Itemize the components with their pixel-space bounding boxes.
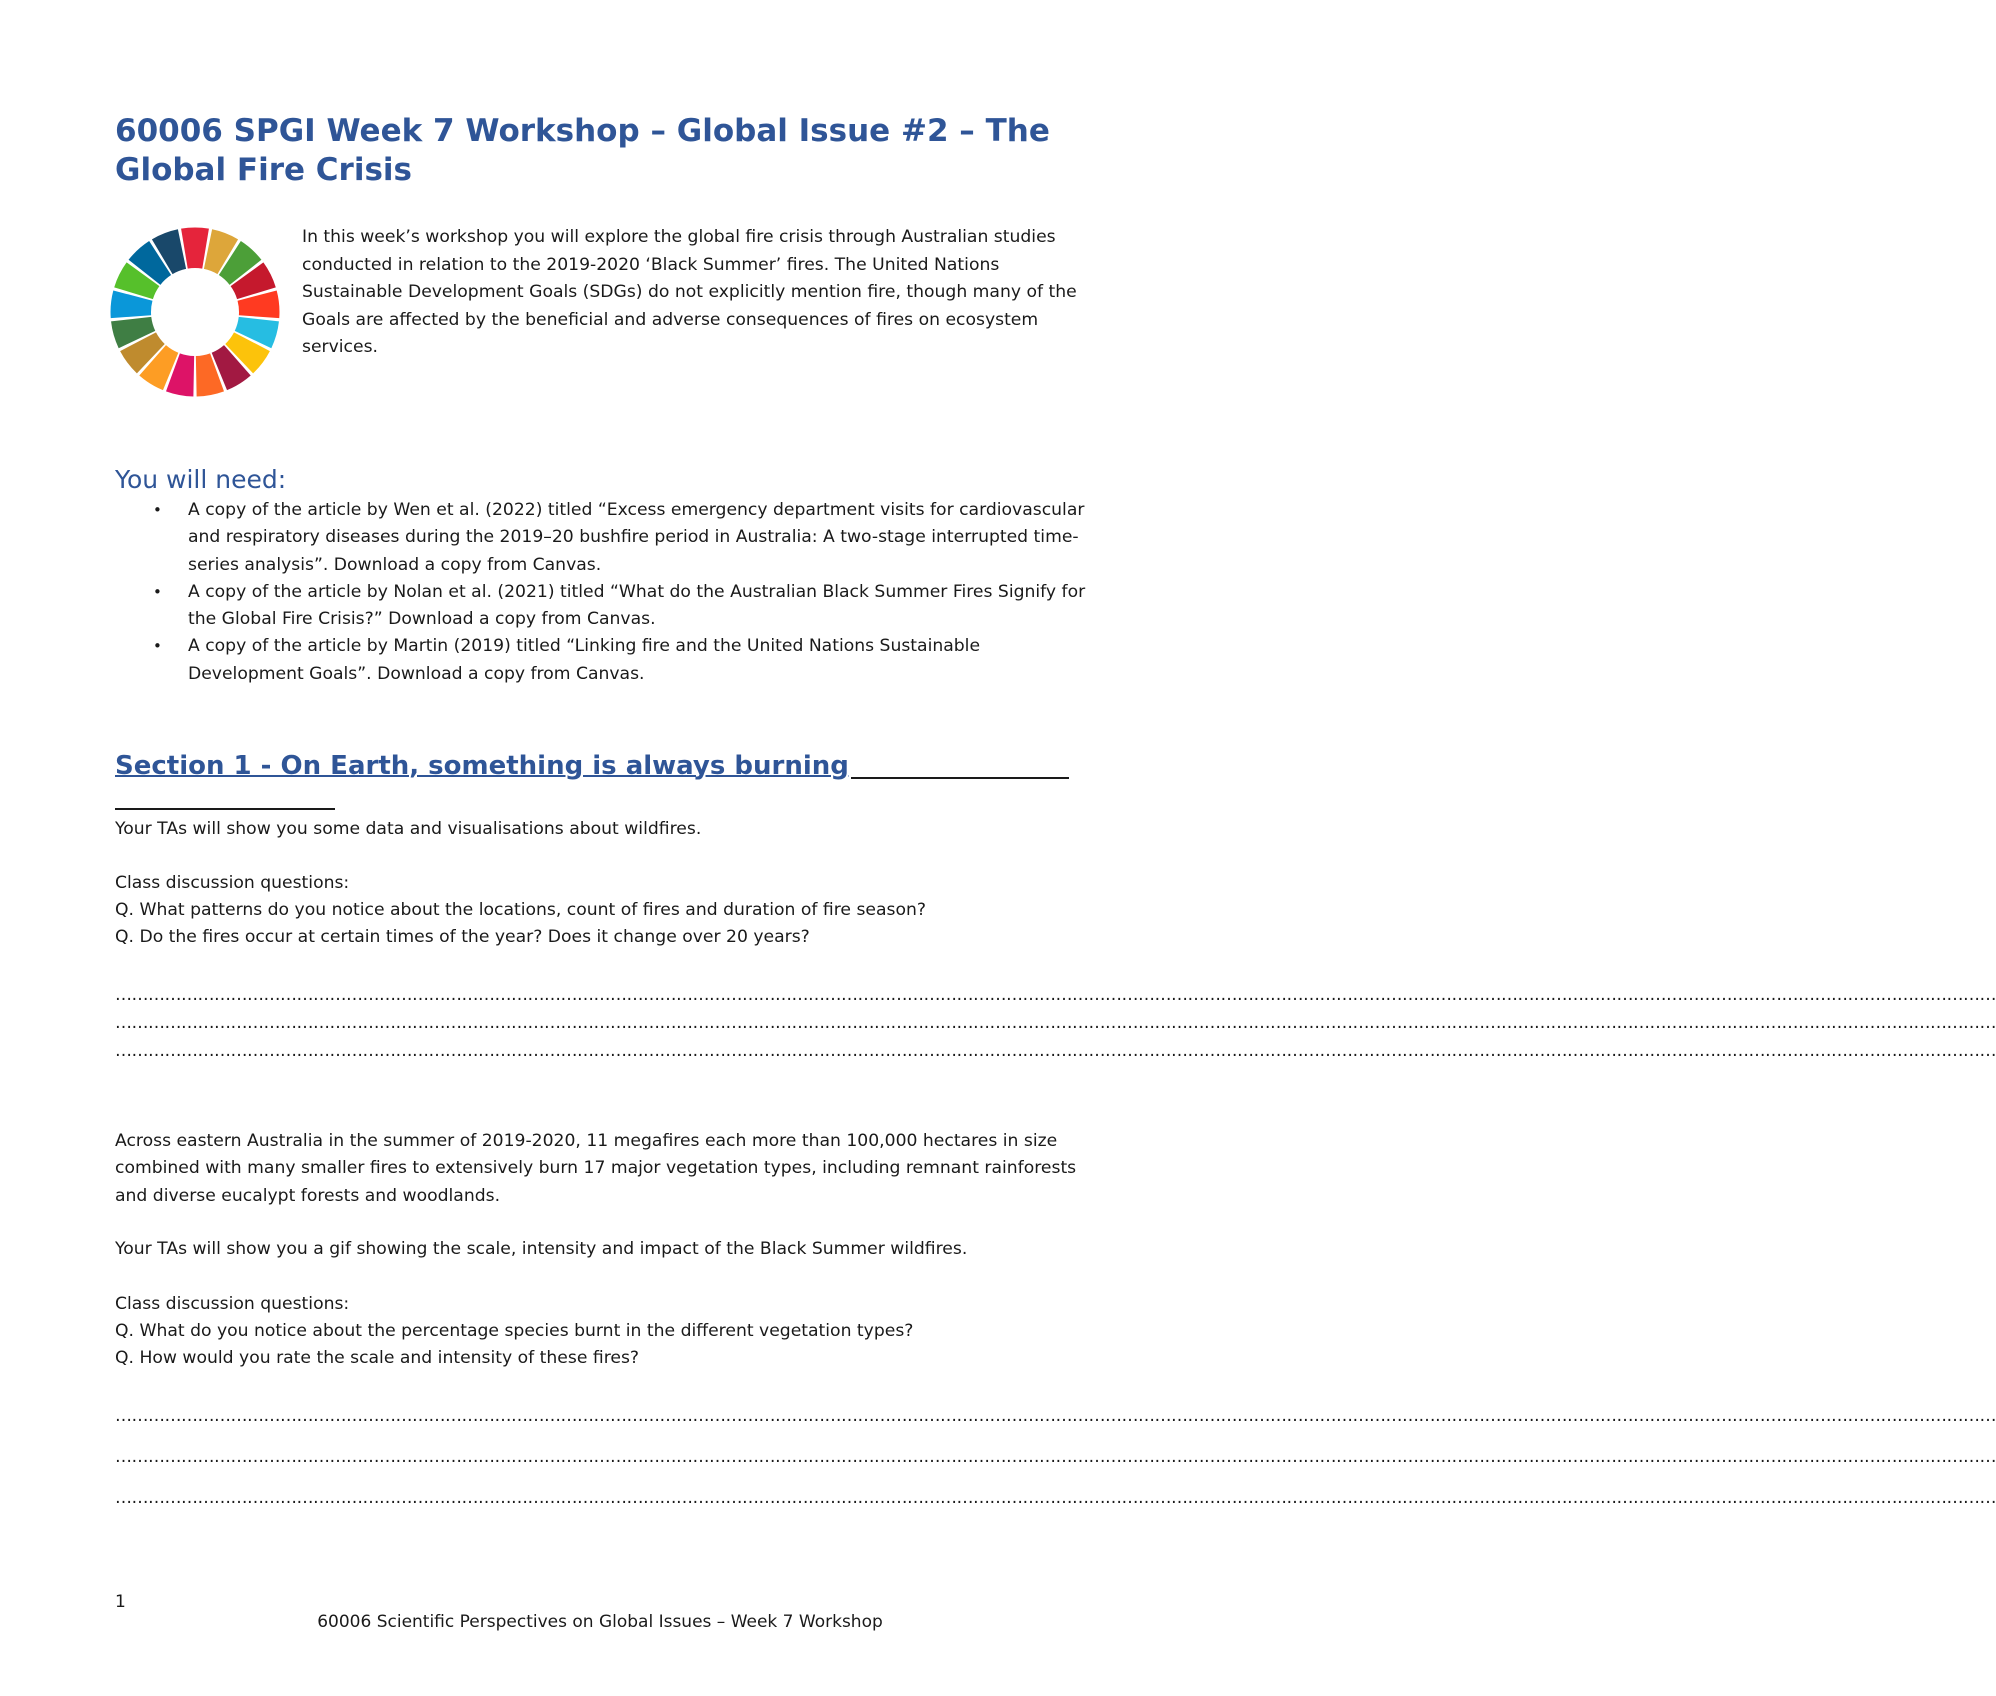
page-footer: 60006 Scientific Perspectives on Global Issues – Week 7 Workshop xyxy=(317,1612,883,1632)
discussion-label: Class discussion questions: xyxy=(115,1294,350,1314)
section-1-heading xyxy=(115,750,1090,783)
you-will-need-heading: You will need: xyxy=(115,465,287,494)
document-title: 60006 SPGI Week 7 Workshop – Global Issue #2 – The Global Fire Crisis xyxy=(115,113,1050,188)
list-item xyxy=(115,497,1095,579)
sdg-wheel-logo xyxy=(107,224,283,400)
intro-paragraph: In this week’s workshop you will explore the global fire crisis through Australian studies conducted in relation to the 2019-2020 ‘Black Summer’ fires. The United Nations Sustainable Development Goals (SDGs) do not explicitly mention fire, though many of the Goals are affected by the beneficial and adverse consequences of fires on ecosystem services. xyxy=(302,227,1077,357)
page-number: 1 xyxy=(115,1592,126,1612)
sdg-wheel-segment xyxy=(181,228,209,269)
answer-line: ……………………………………………………………………………………………………………………………………………………………………………………………………………………………………………………………………………………………………………… xyxy=(115,1488,1996,1508)
answer-line: ……………………………………………………………………………………………………………………………………………………………………………………………………………………………………………………………………………………………………………… xyxy=(115,985,1996,1005)
question-2: Q. Do the fires occur at certain times of the year? Does it change over 20 years? xyxy=(115,927,810,947)
answer-line: ……………………………………………………………………………………………………………………………………………………………………………………………………………………………………………………………………………………………………………… xyxy=(115,1447,1996,1467)
ta-gif-paragraph: Your TAs will show you a gif showing the scale, intensity and impact of the Black Summer wildfires. xyxy=(115,1239,968,1259)
discussion-label: Class discussion questions: xyxy=(115,873,350,893)
list-item-text: A copy of the article by Wen et al. (2022) titled “Excess emergency department visits for cardiovascular and respiratory diseases during the 2019–20 bushfire period in Australia: A two-stage interrupted time-series analysis”. Download a copy from Canvas. xyxy=(188,500,1085,575)
list-item-text: A copy of the article by Nolan et al. (2021) titled “What do the Australian Black Summer Fires Signify for the Global Fire Crisis?” Download a copy from Canvas. xyxy=(188,581,1086,630)
bullet-icon: • xyxy=(153,637,162,656)
answer-line: ……………………………………………………………………………………………………………………………………………………………………………………………………………………………………………………………………………………………………………… xyxy=(115,1013,1996,1033)
question-1: Q. What patterns do you notice about the locations, count of fires and duration of fire season? xyxy=(115,900,927,920)
bullet-icon: • xyxy=(153,582,162,601)
megafires-paragraph: Across eastern Australia in the summer of 2019-2020, 11 megafires each more than 100,000 hectares in size combined with many smaller fires to extensively burn 17 major vegetation types, including remnant rainforests and diverse eucalypt forests and woodlands. xyxy=(115,1131,1077,1206)
requirements-list xyxy=(115,497,1095,688)
answer-line: ……………………………………………………………………………………………………………………………………………………………………………………………………………………………………………………………………………………………………………… xyxy=(115,1406,1996,1426)
heading-underline-rule xyxy=(115,808,335,810)
list-item-text: A copy of the article by Martin (2019) titled “Linking fire and the United Nations Sustainable Development Goals”. Download a copy from Canvas. xyxy=(188,636,981,684)
list-item xyxy=(115,633,1095,688)
heading-underline-rule xyxy=(851,777,1069,779)
question-3: Q. What do you notice about the percentage species burnt in the different vegetation types? xyxy=(115,1321,914,1341)
ta-data-paragraph: Your TAs will show you some data and visualisations about wildfires. xyxy=(115,819,702,839)
question-4: Q. How would you rate the scale and intensity of these fires? xyxy=(115,1348,640,1368)
bullet-icon: • xyxy=(153,501,162,519)
list-item xyxy=(115,579,1095,634)
section-1-heading-text: Section 1 - On Earth, something is always burning xyxy=(115,751,849,781)
answer-line: ……………………………………………………………………………………………………………………………………………………………………………………………………………………………………………………………………………………………………………… xyxy=(115,1041,1996,1061)
